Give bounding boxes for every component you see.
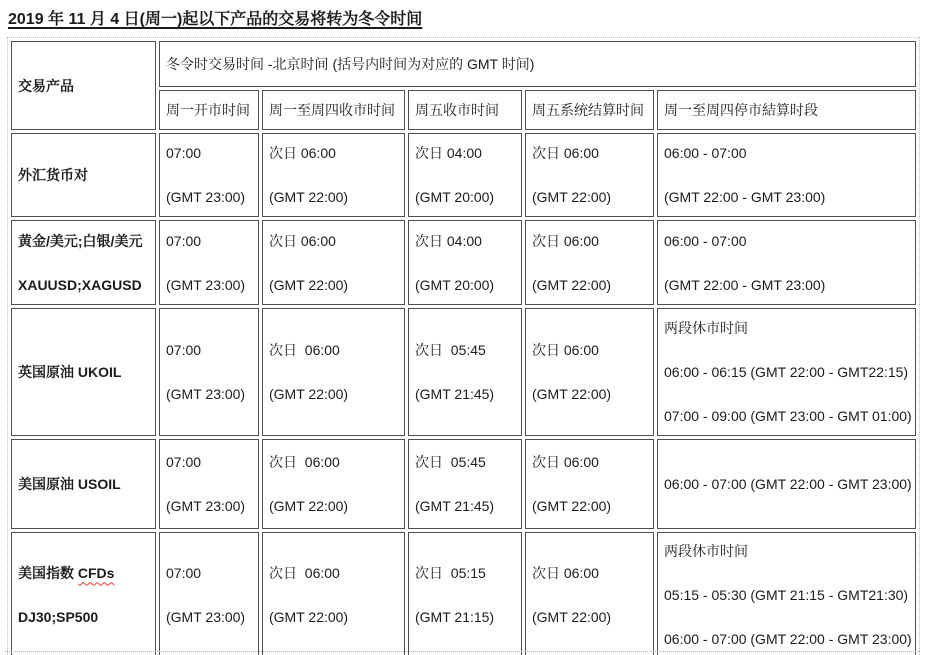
break-period: 05:15 - 05:30 (GMT 21:15 - GMT21:30): [664, 586, 909, 603]
product-line: 黄金/美元;白银/美元: [18, 232, 143, 249]
product-line: 英国原油 UKOIL: [18, 364, 122, 380]
trading-hours-table: [7, 37, 920, 655]
time-value: 次日 06:00: [269, 454, 340, 470]
cell-close-mon-thu: [262, 532, 405, 655]
cell-break-settle: [657, 532, 916, 655]
cell-open-time: [159, 133, 259, 217]
gmt-value: (GMT 22:00): [269, 498, 349, 514]
gmt-value: (GMT 22:00): [532, 386, 612, 402]
gmt-value: (GMT 22:00): [532, 608, 612, 625]
time-value: 次日 06:00: [269, 342, 340, 358]
header-close-friday-label: 周五收市时间: [415, 102, 499, 118]
cell-open-time: [159, 220, 259, 305]
page-title: 2019 年 11 月 4 日(周一)起以下产品的交易将转为冬令时间: [8, 11, 423, 28]
header-close-mon-thu-label: 周一至周四收市时间: [269, 102, 395, 118]
product-line: 美国原油 USOIL: [18, 476, 121, 492]
gmt-value: (GMT 21:15): [415, 608, 495, 625]
cell-settle-friday: [525, 439, 654, 529]
gmt-value: (GMT 23:00): [166, 608, 246, 625]
table-row-ukoil: [11, 308, 916, 436]
cell-settle-friday: [525, 532, 654, 655]
cell-close-friday: [408, 308, 522, 436]
header-open-monday: [159, 90, 259, 130]
header-row-group: [11, 41, 916, 87]
time-value: 次日 06:00: [532, 145, 599, 161]
product-name: [11, 532, 156, 655]
gmt-value: (GMT 23:00): [166, 498, 246, 514]
gmt-value: (GMT 22:00): [269, 189, 349, 205]
cell-close-mon-thu: [262, 220, 405, 305]
product-name: [11, 439, 156, 529]
gmt-value: (GMT 22:00): [269, 386, 349, 402]
header-product: [11, 41, 156, 130]
break-period: 07:00 - 09:00 (GMT 23:00 - GMT 01:00): [664, 408, 912, 424]
time-value: 次日 04:00: [415, 232, 482, 249]
product-line: 外汇货币对: [18, 167, 88, 183]
product-name: [11, 220, 156, 305]
header-break-settle-label: 周一至周四停市結算时段: [664, 102, 818, 118]
time-value: 次日 06:00: [532, 564, 599, 581]
cell-settle-friday: [525, 220, 654, 305]
header-settle-friday-label: 周五系统结算时间: [532, 102, 644, 118]
header-close-friday: [408, 90, 522, 130]
cell-open-time: [159, 532, 259, 655]
cell-close-mon-thu: [262, 439, 405, 529]
table-row-usoil: [11, 439, 916, 529]
gmt-value: (GMT 22:00 - GMT 23:00): [664, 276, 826, 293]
break-period: 06:00 - 07:00 (GMT 22:00 - GMT 23:00): [664, 630, 912, 647]
cell-settle-friday: [525, 133, 654, 217]
header-open-monday-label: 周一开市时间: [166, 102, 250, 118]
table-row-forex: [11, 133, 916, 217]
time-value: 07:00: [166, 145, 202, 161]
product-line: DJ30;SP500: [18, 608, 99, 625]
time-value: 07:00: [166, 454, 202, 470]
gmt-value: (GMT 22:00): [532, 276, 612, 293]
time-value: 次日 06:00: [269, 564, 340, 581]
cell-open-time: [159, 308, 259, 436]
time-value: 次日 06:00: [532, 342, 599, 358]
time-value: 07:00: [166, 564, 202, 581]
cell-settle-friday: [525, 308, 654, 436]
cell-close-friday: [408, 220, 522, 305]
table-row-gold-silver: [11, 220, 916, 305]
cell-close-friday: [408, 133, 522, 217]
cell-break-settle: [657, 133, 916, 217]
cell-break-settle: [657, 439, 916, 529]
break-title: 两段休市时间: [664, 320, 748, 336]
time-value: 07:00: [166, 232, 202, 249]
cell-break-settle: [657, 308, 916, 436]
cell-close-mon-thu: [262, 308, 405, 436]
time-value: 次日 05:15: [415, 564, 486, 581]
gmt-value: (GMT 21:45): [415, 386, 495, 402]
time-value: 次日 04:00: [415, 145, 482, 161]
time-value: 次日 06:00: [269, 232, 336, 249]
product-line: XAUUSD;XAGUSD: [18, 276, 142, 293]
header-close-mon-thu: [262, 90, 405, 130]
header-winter-time-label: 冬令时交易时间 -北京时间 (括号内时间为对应的 GMT 时间): [166, 56, 535, 72]
gmt-value: (GMT 22:00): [532, 498, 612, 514]
break-period: 06:00 - 07:00 (GMT 22:00 - GMT 23:00): [664, 476, 912, 492]
time-value: 07:00: [166, 342, 202, 358]
header-product-label: 交易产品: [18, 77, 74, 94]
gmt-value: (GMT 22:00): [532, 189, 612, 205]
cell-open-time: [159, 439, 259, 529]
cell-break-settle: [657, 220, 916, 305]
page-boundary-line: [5, 651, 920, 652]
cell-close-friday: [408, 439, 522, 529]
product-text: 美国指数: [18, 564, 78, 581]
time-value: 06:00 - 07:00: [664, 232, 747, 249]
header-settle-friday: [525, 90, 654, 130]
time-value: 06:00 - 07:00: [664, 145, 747, 161]
gmt-value: (GMT 23:00): [166, 276, 246, 293]
gmt-value: (GMT 22:00): [269, 608, 349, 625]
time-value: 次日 06:00: [532, 232, 599, 249]
header-winter-time-group: [159, 41, 916, 87]
product-name: [11, 133, 156, 217]
cell-close-friday: [408, 532, 522, 655]
break-period: 06:00 - 06:15 (GMT 22:00 - GMT22:15): [664, 364, 909, 380]
break-title: 两段休市时间: [664, 542, 748, 559]
table-row-us-index-cfds: [11, 532, 916, 655]
header-break-settle: [657, 90, 916, 130]
product-line: [18, 563, 149, 583]
time-value: 次日 06:00: [532, 454, 599, 470]
gmt-value: (GMT 21:45): [415, 498, 495, 514]
gmt-value: (GMT 20:00): [415, 189, 495, 205]
time-value: 次日 05:45: [415, 342, 486, 358]
gmt-value: (GMT 22:00 - GMT 23:00): [664, 189, 826, 205]
gmt-value: (GMT 20:00): [415, 276, 495, 293]
time-value: 次日 06:00: [269, 145, 336, 161]
gmt-value: (GMT 23:00): [166, 386, 246, 402]
gmt-value: (GMT 22:00): [269, 276, 349, 293]
cell-close-mon-thu: [262, 133, 405, 217]
product-name: [11, 308, 156, 436]
gmt-value: (GMT 23:00): [166, 189, 246, 205]
time-value: 次日 05:45: [415, 454, 486, 470]
spellcheck-squiggle-text: CFDs: [77, 564, 115, 581]
